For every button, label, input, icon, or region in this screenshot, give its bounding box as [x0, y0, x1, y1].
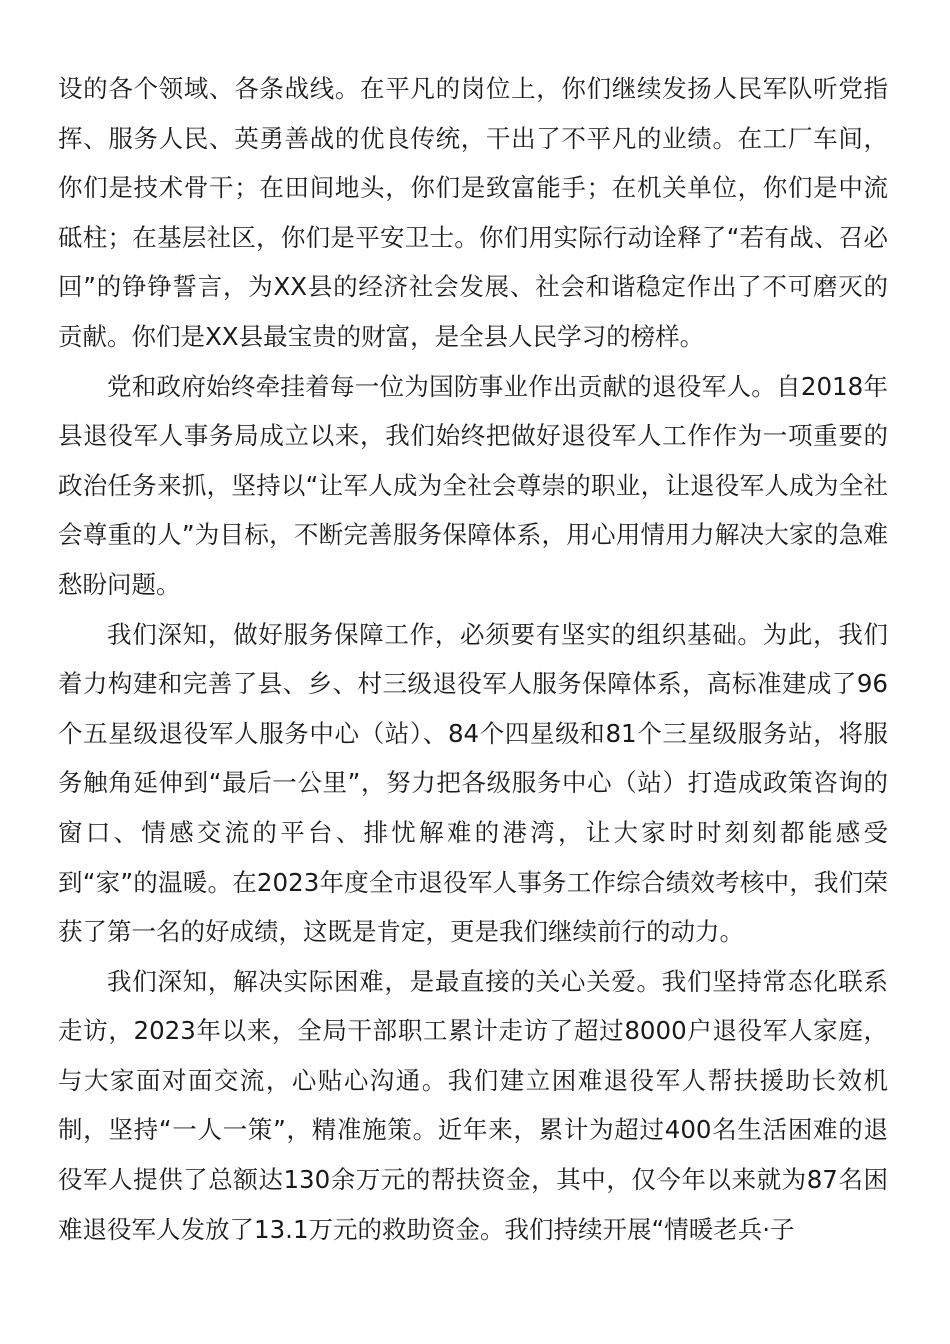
document-body	[58, 64, 888, 1254]
paragraph-4: 我们深知，解决实际困难，是最直接的关心关爱。我们坚持常态化联系走访，2023年以来，全局干部职工累计走访了超过8000户退役军人家庭，与大家面对面交流，心贴心沟通。我们建立困难退役军人帮扶援助长效机制，坚持“一人一策”，精准施策。近年来，累计为超过400名生活困难的退役军人提供了总额达130余万元的帮扶资金，其中，仅今年以来就为87名困难退役军人发放了13.1万元的救助资金。我们持续开展“情暖老兵·子	[58, 966, 888, 1244]
paragraph-3: 我们深知，做好服务保障工作，必须要有坚实的组织基础。为此，我们着力构建和完善了县、乡、村三级退役军人服务保障体系，高标准建成了96个五星级退役军人服务中心（站）、84个四星级和81个三星级服务站，将服务触角延伸到“最后一公里”，努力把各级服务中心（站）打造成政策咨询的窗口、情感交流的平台、排忧解难的港湾，让大家时时刻刻都能感受到“家”的温暖。在2023年度全市退役军人事务工作综合绩效考核中，我们荣获了第一名的好成绩，这既是肯定，更是我们继续前行的动力。	[58, 619, 888, 947]
paragraph-1: 设的各个领域、各条战线。在平凡的岗位上，你们继续发扬人民军队听党指挥、服务人民、英勇善战的优良传统，干出了不平凡的业绩。在工厂车间，你们是技术骨干；在田间地头，你们是致富能手；在机关单位，你们是中流砥柱；在基层社区，你们是平安卫士。你们用实际行动诠释了“若有战、召必回”的铮铮誓言，为XX县的经济社会发展、社会和谐稳定作出了不可磨灭的贡献。你们是XX县最宝贵的财富，是全县人民学习的榜样。	[58, 74, 888, 351]
paragraph-2: 党和政府始终牵挂着每一位为国防事业作出贡献的退役军人。自2018年县退役军人事务局成立以来，我们始终把做好退役军人工作作为一项重要的政治任务来抓，坚持以“让军人成为全社会尊崇的职业，让退役军人成为全社会尊重的人”为目标，不断完善服务保障体系，用心用情用力解决大家的急难愁盼问题。	[58, 371, 888, 599]
